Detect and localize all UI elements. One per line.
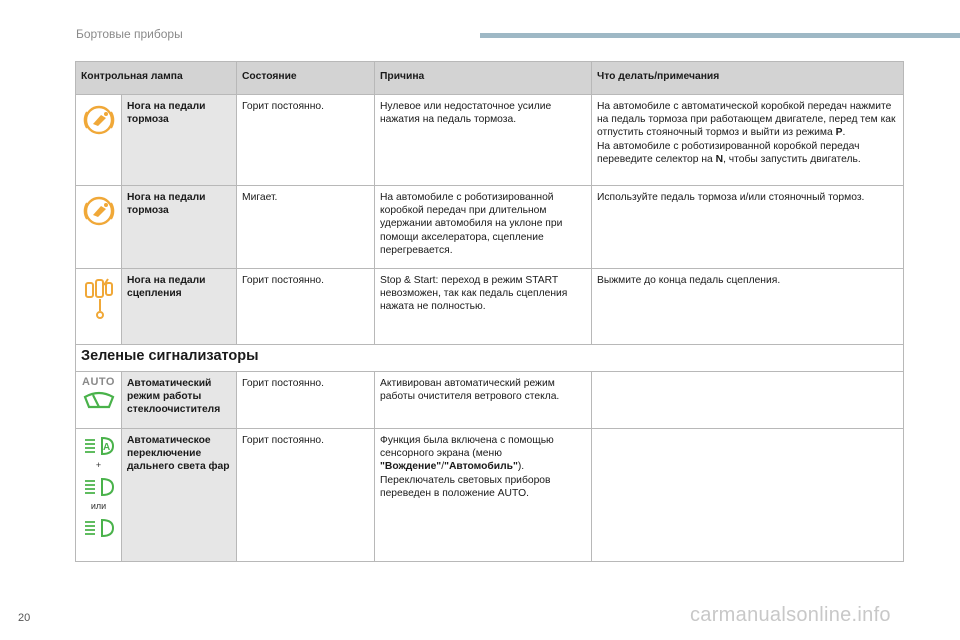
icon-cell xyxy=(76,429,122,562)
or-label: или xyxy=(90,501,107,512)
auto-label: AUTO xyxy=(82,376,115,388)
table-row xyxy=(76,186,904,269)
lamp-action: Выжмите до конца педаль сцепления. xyxy=(592,269,904,345)
header-lamp: Контрольная лампа xyxy=(76,62,237,95)
cause-text: Функция была включена с помощью сенсорного экрана (меню xyxy=(380,435,554,460)
auto-high-beam-icon xyxy=(82,435,116,457)
auto-wiper-icon xyxy=(82,389,116,411)
lamp-action xyxy=(592,429,904,562)
lamp-state: Горит постоянно. xyxy=(237,429,375,562)
lamp-cause xyxy=(375,429,592,562)
header-accent-bar xyxy=(480,33,960,38)
action-text: . xyxy=(842,127,846,139)
lamp-state: Мигает. xyxy=(237,186,375,269)
header-action: Что делать/примечания xyxy=(592,62,904,95)
lamp-state: Горит постоянно. xyxy=(237,95,375,186)
plus-sign: + xyxy=(95,460,102,470)
section-title: Зеленые сигнализаторы xyxy=(76,345,904,372)
action-text: На автомобиле с автоматической коробкой передач нажмите на педаль тормоза при работающем двигателе, перед тем как отпустить стояночный тормоз и выйти из режима xyxy=(597,101,896,139)
warning-lamps-table xyxy=(75,61,904,562)
lamp-cause: Активирован автоматический режим работы очистителя ветрового стекла. xyxy=(375,372,592,429)
watermark: carmanualsonline.info xyxy=(690,604,891,626)
cause-text: / xyxy=(441,461,445,473)
page-header-title: Бортовые приборы xyxy=(76,27,183,41)
cause-text: ). xyxy=(517,461,525,473)
lamp-name: Нога на педали сцепления xyxy=(122,269,237,345)
action-key: N xyxy=(715,153,724,165)
svg-text:A: A xyxy=(102,442,110,453)
lamp-action xyxy=(592,372,904,429)
menu-name: "Автомобиль" xyxy=(444,461,518,473)
lamp-name: Нога на педали тормоза xyxy=(122,186,237,269)
lamp-state: Горит постоянно. xyxy=(237,269,375,345)
lamp-cause: На автомобиле с роботизированной коробкой передач при длительном удержании автомобиля на уклоне при помощи акселератора, сцепление перегревается. xyxy=(375,186,592,269)
foot-on-brake-icon xyxy=(82,103,116,137)
table-row xyxy=(76,269,904,345)
icon-cell xyxy=(76,186,122,269)
action-text: , чтобы запустить двигатель. xyxy=(723,153,861,165)
icon-cell xyxy=(76,372,122,429)
table-header-row xyxy=(76,62,904,95)
icon-cell xyxy=(76,269,122,345)
action-key: P xyxy=(835,127,843,139)
lamp-state: Горит постоянно. xyxy=(237,372,375,429)
header-state: Состояние xyxy=(237,62,375,95)
action-text: На автомобиле с роботизированной коробкой передач переведите селектор на xyxy=(597,140,860,165)
lamp-name: Нога на педали тормоза xyxy=(122,95,237,186)
table-row xyxy=(76,372,904,429)
lamp-cause: Stop & Start: переход в режим START невозможен, так как педаль сцепления нажата не полностью. xyxy=(375,269,592,345)
lamp-name: Автоматическое переключение дальнего света фар xyxy=(122,429,237,562)
lamp-cause: Нулевое или недостаточное усилие нажатия на педаль тормоза. xyxy=(375,95,592,186)
lamp-action: Используйте педаль тормоза и/или стояночный тормоз. xyxy=(592,186,904,269)
low-beam-icon xyxy=(82,517,116,539)
section-row xyxy=(76,345,904,372)
high-beam-icon xyxy=(82,476,116,498)
page-number: 20 xyxy=(18,612,31,624)
foot-on-clutch-icon xyxy=(82,277,116,321)
header-cause: Причина xyxy=(375,62,592,95)
menu-name: "Вождение" xyxy=(380,461,442,473)
icon-cell xyxy=(76,95,122,186)
table-row xyxy=(76,95,904,186)
foot-on-brake-icon xyxy=(82,194,116,228)
lamp-name: Автоматический режим работы стеклоочистителя xyxy=(122,372,237,429)
table-row xyxy=(76,429,904,562)
lamp-action xyxy=(592,95,904,186)
cause-text: Переключатель световых приборов переведен в положение AUTO. xyxy=(380,474,551,499)
